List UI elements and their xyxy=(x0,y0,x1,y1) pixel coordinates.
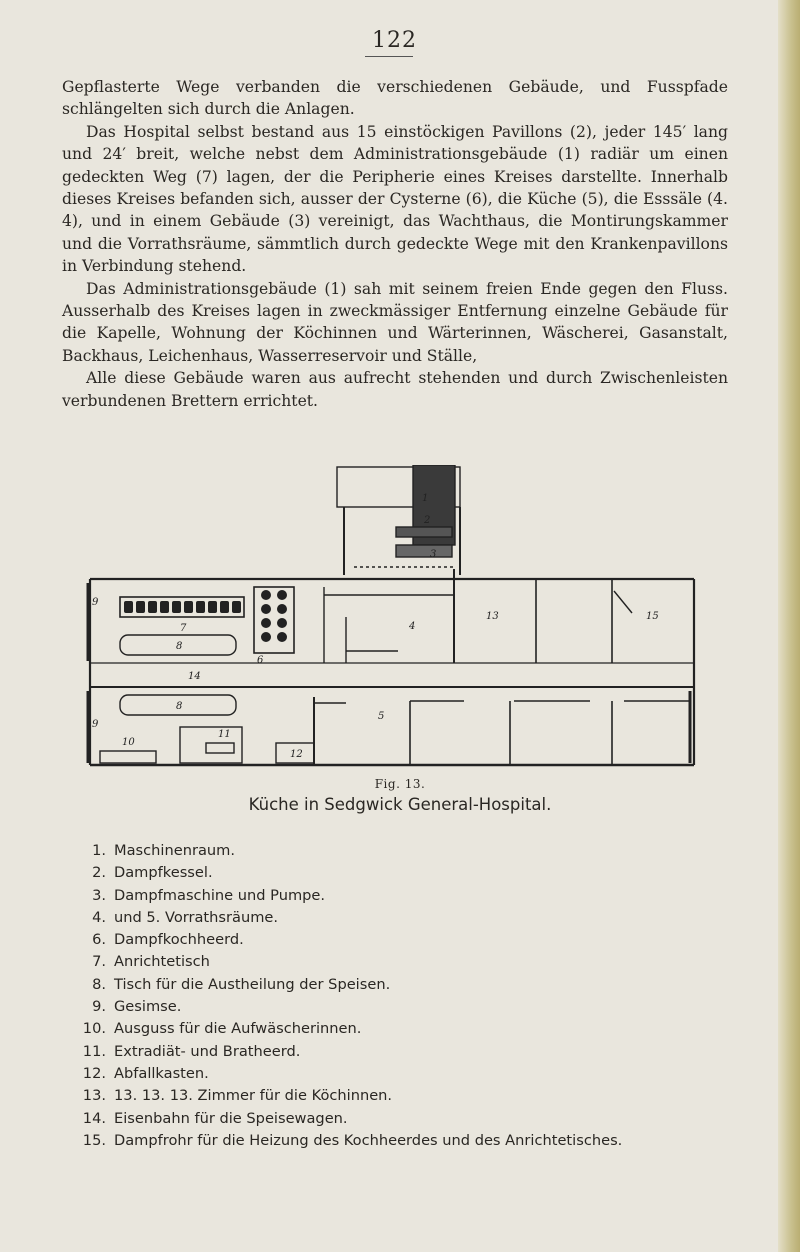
page-number: 122 xyxy=(372,28,417,53)
legend-number: 14. xyxy=(82,1109,106,1127)
page-edge xyxy=(778,0,800,1252)
label-14: 14 xyxy=(188,671,201,682)
page-number-rule xyxy=(365,56,413,57)
label-7: 7 xyxy=(180,623,187,634)
label-9: 9 xyxy=(92,719,99,730)
legend-number: 3. xyxy=(92,886,106,904)
legend-number: 9. xyxy=(92,998,106,1016)
legend-text: Dampfrohr für die Heizung des Kochheerdes und des Anrichtetisches. xyxy=(114,1131,623,1149)
legend-number: 8. xyxy=(92,975,106,993)
legend-number: 10. xyxy=(82,1020,106,1038)
legend-text: Extradiät- und Bratheerd. xyxy=(114,1042,301,1060)
floor-plan-drawing xyxy=(84,465,706,767)
legend-item xyxy=(78,862,738,884)
legend-text: Dampfkochheerd. xyxy=(114,931,244,949)
legend-number: 11. xyxy=(82,1042,106,1060)
label-1: 1 xyxy=(422,493,429,504)
legend-item xyxy=(78,996,738,1018)
legend-text: Gesimse. xyxy=(114,998,182,1016)
legend-text: Maschinenraum. xyxy=(114,842,235,859)
legend-item xyxy=(78,840,738,862)
legend-text: und 5. Vorrathsräume. xyxy=(114,908,279,926)
figure-title: Küche in Sedgwick General-Hospital. xyxy=(248,795,552,814)
label-6: 6 xyxy=(257,655,264,666)
boiler-element xyxy=(396,527,452,537)
label-4: 4 xyxy=(409,621,416,632)
label-8: 8 xyxy=(176,701,183,712)
steam-cooking-range xyxy=(254,587,294,653)
sink xyxy=(100,751,156,763)
label-13: 13 xyxy=(486,611,499,622)
legend-number: 7. xyxy=(92,953,106,971)
label-8: 8 xyxy=(176,641,183,652)
label-3: 3 xyxy=(430,549,437,560)
engine-element xyxy=(396,545,452,557)
legend-text: Dampfkessel. xyxy=(114,864,213,882)
label-15: 15 xyxy=(646,611,659,622)
legend-text: Abfallkasten. xyxy=(114,1064,209,1082)
legend-number: 2. xyxy=(92,864,106,882)
legend-text: Anrichtetisch xyxy=(114,953,210,971)
label-2: 2 xyxy=(424,515,431,526)
legend-item xyxy=(78,907,738,929)
paragraph: Das Administrationsgebäude (1) sah mit seinem freien Ende gegen den Fluss. Ausserhalb des Kreises lagen in zweckmässiger Entfernung einzelne Gebäude für die Kapelle, Wohnung der Köchinnen und Wärterinnen, Wäscherei, Gasanstalt, Backhaus, Leichenhaus, Wasserreservoir und Ställe, xyxy=(62,279,728,365)
paragraph: Das Hospital selbst bestand aus 15 einstöckigen Pavillons (2), jeder 145′ lang und 24′ breit, welche nebst dem Administrationsgebäude (1) radiär um einen gedeckten Weg (7) lagen, der die Peripherie eines Kreises darstellte. Innerhalb dieses Kreises befanden sich, ausser der Cysterne (6), die Küche (5), die Esssäle (4. 4), und in einem Gebäude (3) vereinigt, das Wachthaus, die Montirungskammer und die Vorrathsräume, sämmtlich durch gedeckte Wege mit den Krankenpavillons in Verbindung stehend. xyxy=(62,122,728,276)
label-5: 5 xyxy=(378,711,385,722)
paragraph: Gepflasterte Wege verbanden die verschiedenen Gebäude, und Fusspfade schlängelten sich durch die Anlagen. xyxy=(62,78,728,119)
label-9: 9 xyxy=(92,597,99,608)
legend-item xyxy=(78,1018,738,1040)
legend-item xyxy=(78,929,738,951)
label-12: 12 xyxy=(290,749,303,760)
legend-text: Eisenbahn für die Speisewagen. xyxy=(114,1109,348,1127)
kitchen-floor-plan xyxy=(84,465,706,767)
legend-item xyxy=(78,885,738,907)
label-11: 11 xyxy=(218,729,231,740)
legend-item xyxy=(78,1130,738,1152)
legend-number: 15. xyxy=(82,1131,106,1149)
legend-number: 4. xyxy=(92,908,106,926)
legend-text: Ausguss für die Aufwäscherinnen. xyxy=(114,1020,362,1038)
legend-item xyxy=(78,951,738,973)
legend-item xyxy=(78,1063,738,1085)
legend-text: Dampfmaschine und Pumpe. xyxy=(114,886,326,904)
paragraph: Alle diese Gebäude waren aus aufrecht stehenden und durch Zwischenleisten verbundenen Brettern errichtet. xyxy=(62,369,728,410)
legend-item xyxy=(78,974,738,996)
figure-number: Fig. 13. xyxy=(374,777,426,791)
body-text xyxy=(62,76,728,412)
legend-number: 1. xyxy=(92,842,106,859)
legend-item xyxy=(78,1108,738,1130)
legend-number: 6. xyxy=(92,931,106,949)
label-10: 10 xyxy=(122,737,135,748)
legend-item xyxy=(78,1041,738,1063)
legend-number: 12. xyxy=(82,1064,106,1082)
legend-text: 13. 13. 13. Zimmer für die Köchinnen. xyxy=(114,1087,393,1105)
legend-text: Tisch für die Austheilung der Speisen. xyxy=(114,975,391,993)
figure-legend xyxy=(78,840,738,1152)
legend-number: 13. xyxy=(82,1087,106,1105)
diet-range xyxy=(180,727,242,763)
legend-item xyxy=(78,1085,738,1107)
